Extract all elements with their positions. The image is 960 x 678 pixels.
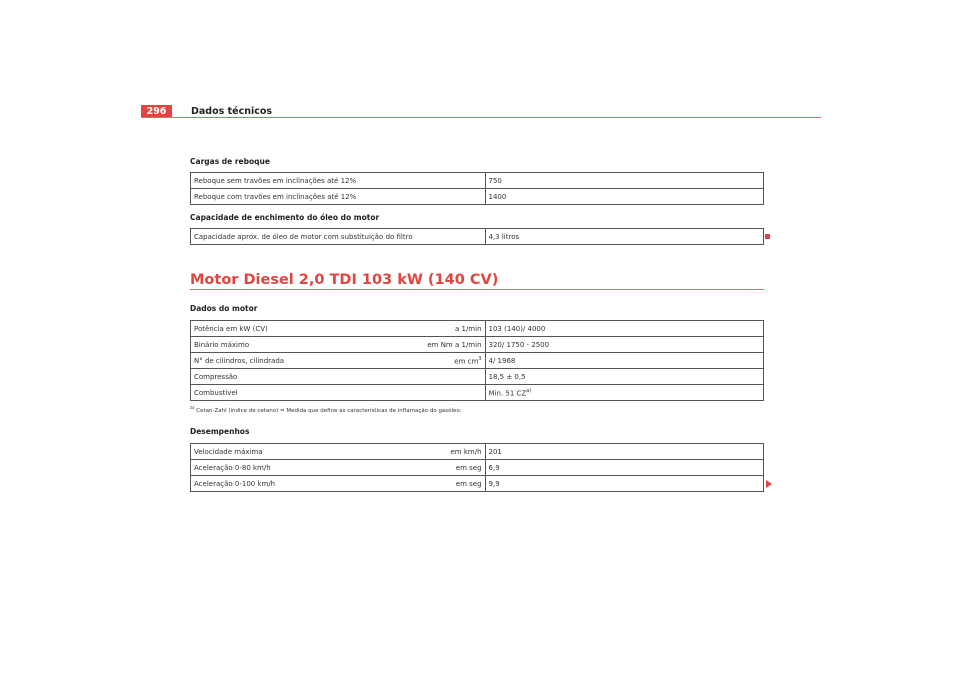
next-page-arrow-icon xyxy=(766,480,772,488)
row-value: 103 (140)/ 4000 xyxy=(485,321,763,337)
row-label: Reboque sem travões em inclinações até 12% xyxy=(191,173,486,189)
row-unit: em km/h xyxy=(380,444,485,460)
footnote-text: Cetan-Zahl (índice de cetano) = Medida que define as características de inflamação do gasóleo. xyxy=(196,407,462,414)
table-row xyxy=(191,444,764,460)
row-label: Compressão xyxy=(191,369,381,385)
row-label: Aceleração 0-100 km/h xyxy=(191,476,381,492)
motor-heading: Dados do motor xyxy=(190,304,258,313)
row-label: Binário máximo xyxy=(191,337,381,353)
footnote xyxy=(190,406,461,414)
oleo-heading: Capacidade de enchimento do óleo do motor xyxy=(190,213,380,222)
row-unit: em Nm a 1/min xyxy=(380,337,485,353)
row-value: 18,5 ± 0,5 xyxy=(485,369,763,385)
row-label: Reboque com travões em inclinações até 12% xyxy=(191,189,486,205)
row-value: 320/ 1750 - 2500 xyxy=(485,337,763,353)
reboque-table xyxy=(190,172,764,205)
row-value: 4/ 1968 xyxy=(485,353,763,369)
table-row xyxy=(191,460,764,476)
row-unit: a 1/min xyxy=(380,321,485,337)
unit-text: em cm xyxy=(454,357,479,366)
page-title: Motor Diesel 2,0 TDI 103 kW (140 CV) xyxy=(190,272,499,288)
table-row xyxy=(191,321,764,337)
page-number: 296 xyxy=(141,105,172,118)
value-text: Min. 51 CZ xyxy=(488,389,527,398)
unit-superscript: 3 xyxy=(478,355,482,362)
title-divider xyxy=(190,289,764,290)
desempenhos-table xyxy=(190,443,764,492)
row-value: 4,3 litros xyxy=(485,229,764,245)
row-unit xyxy=(380,385,485,401)
footnote-marker: a) xyxy=(190,406,195,411)
row-value: 1400 xyxy=(485,189,764,205)
row-unit xyxy=(380,369,485,385)
table-row xyxy=(191,337,764,353)
motor-table xyxy=(190,320,764,401)
row-value xyxy=(485,385,763,401)
row-label: Aceleração 0-80 km/h xyxy=(191,460,381,476)
header-divider xyxy=(141,117,821,118)
table-row xyxy=(191,189,764,205)
row-label: Velocidade máxima xyxy=(191,444,381,460)
table-row xyxy=(191,229,764,245)
table-row xyxy=(191,385,764,401)
row-label: Combustível xyxy=(191,385,381,401)
table-row xyxy=(191,369,764,385)
section-title: Dados técnicos xyxy=(191,106,273,117)
row-unit: em seg xyxy=(380,476,485,492)
row-label: N° de cilindros, cilindrada xyxy=(191,353,381,369)
row-label: Capacidade aprox. de óleo de motor com substituição do filtro xyxy=(191,229,486,245)
reboque-heading: Cargas de reboque xyxy=(190,157,270,166)
row-value: 750 xyxy=(485,173,764,189)
row-value: 201 xyxy=(485,444,763,460)
row-value: 9,9 xyxy=(485,476,763,492)
desempenhos-heading: Desempenhos xyxy=(190,427,250,436)
end-marker-icon xyxy=(765,234,770,239)
table-row xyxy=(191,173,764,189)
row-unit xyxy=(380,353,485,369)
row-unit: em seg xyxy=(380,460,485,476)
oleo-table xyxy=(190,228,764,245)
table-row xyxy=(191,353,764,369)
row-label: Potência em kW (CV) xyxy=(191,321,381,337)
row-value: 6,9 xyxy=(485,460,763,476)
table-row xyxy=(191,476,764,492)
footnote-ref: a) xyxy=(526,387,532,394)
